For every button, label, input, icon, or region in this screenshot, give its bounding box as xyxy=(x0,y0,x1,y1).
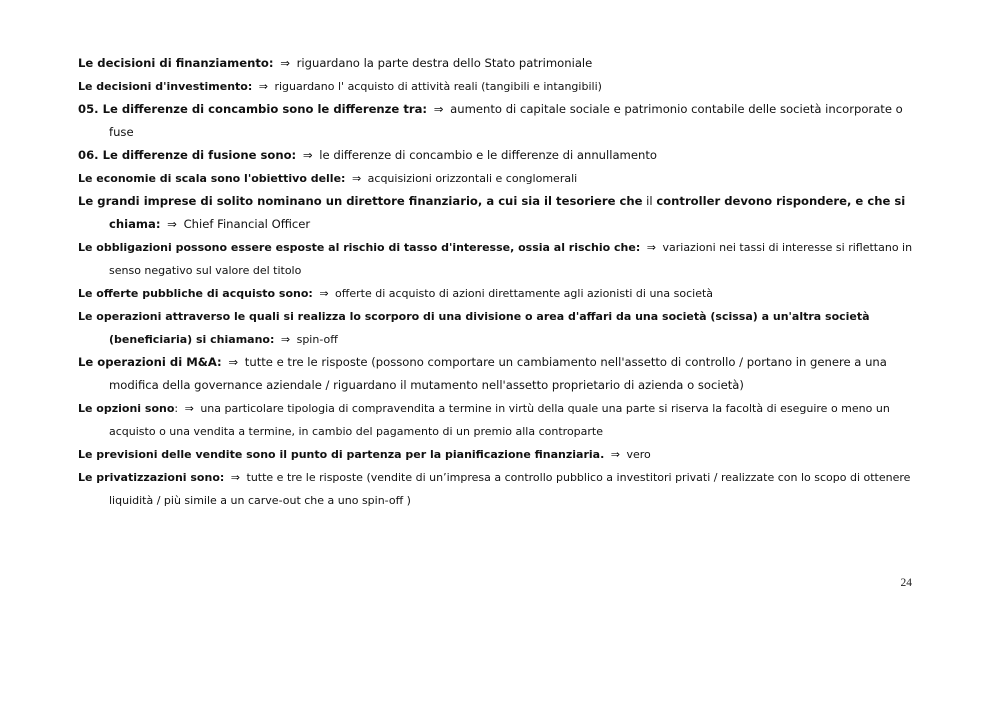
qa-entry-operazioni-scorporo xyxy=(78,305,918,351)
entry-question: Le previsioni delle vendite sono il punto di partenza per la pianificazione finanziaria. xyxy=(78,448,605,461)
entry-question-colon: : xyxy=(174,402,179,415)
entry-question: Le opzioni sono xyxy=(78,402,175,415)
entry-question: Le offerte pubbliche di acquisto sono: xyxy=(78,287,313,300)
qa-entry-previsioni-vendite xyxy=(78,443,918,466)
entry-question-connector: il xyxy=(642,194,657,208)
qa-entry-obbligazioni xyxy=(78,236,918,282)
qa-entry-decisioni-finanziamento xyxy=(78,52,918,75)
qa-entry-offerte-pubbliche xyxy=(78,282,918,305)
entry-question: Le operazioni di M&A: xyxy=(78,355,222,369)
implies-arrow-icon: ⇒ xyxy=(433,102,444,116)
entry-answer: una particolare tipologia di compravendita a termine in virtù della quale una parte si riserva la facoltà di eseguire o meno un acquisto o una vendita a termine, in cambio del pagamento di un premio alla controparte xyxy=(109,402,890,438)
implies-arrow-icon: ⇒ xyxy=(319,287,329,300)
qa-entry-differenze-fusione xyxy=(78,144,918,167)
entry-answer: riguardano la parte destra dello Stato patrimoniale xyxy=(296,56,593,70)
entry-answer: tutte e tre le risposte (vendite di un’impresa a controllo pubblico a investitori privati / realizzate con lo scopo di ottenere liquidità / più simile a un carve-out che a uno spin-off ) xyxy=(109,471,911,507)
implies-arrow-icon: ⇒ xyxy=(184,402,194,415)
entry-question: Le decisioni d'investimento: xyxy=(78,80,253,93)
entry-answer: acquisizioni orizzontali e conglomerali xyxy=(367,172,578,185)
implies-arrow-icon: ⇒ xyxy=(351,172,362,185)
entry-answer: vero xyxy=(626,448,651,461)
implies-arrow-icon: ⇒ xyxy=(230,471,240,484)
entry-question: Le decisioni di finanziamento: xyxy=(78,56,274,70)
entry-answer: spin-off xyxy=(296,333,338,346)
entry-question: 06. Le differenze di fusione sono: xyxy=(78,148,297,162)
entry-answer: variazioni nei tassi di interesse si riflettano in senso negativo sul valore del titolo xyxy=(109,241,913,277)
entry-question: 05. Le differenze di concambio sono le differenze tra: xyxy=(78,102,428,116)
implies-arrow-icon: ⇒ xyxy=(646,241,656,254)
entry-answer: offerte di acquisto di azioni direttamente agli azionisti di una società xyxy=(335,287,714,300)
qa-list xyxy=(78,52,918,512)
entry-question: Le grandi imprese di solito nominano un direttore finanziario, a cui sia il tesoriere che xyxy=(78,194,643,208)
entry-question-continued: controller devono rispondere, e che si chiama: xyxy=(109,194,906,231)
qa-entry-opzioni xyxy=(78,397,918,443)
entry-question: Le economie di scala sono l'obiettivo delle: xyxy=(78,172,346,185)
implies-arrow-icon: ⇒ xyxy=(302,148,313,162)
implies-arrow-icon: ⇒ xyxy=(610,448,620,461)
entry-question: Le operazioni attraverso le quali si realizza lo scorporo di una divisione o area d'affari da una società (scissa) a un'altra società (beneficiaria) si chiamano: xyxy=(78,310,870,346)
entry-question: Le obbligazioni possono essere esposte al rischio di tasso d'interesse, ossia al rischio che: xyxy=(78,241,641,254)
entry-answer: le differenze di concambio e le differenze di annullamento xyxy=(319,148,657,162)
qa-entry-grandi-imprese xyxy=(78,190,918,236)
qa-entry-decisioni-investimento xyxy=(78,75,918,98)
qa-entry-differenze-concambio xyxy=(78,98,918,144)
entry-answer: aumento di capitale sociale e patrimonio contabile delle società incorporate o fuse xyxy=(109,102,903,139)
qa-entry-privatizzazioni xyxy=(78,466,918,512)
implies-arrow-icon: ⇒ xyxy=(280,56,290,70)
implies-arrow-icon: ⇒ xyxy=(280,333,291,346)
implies-arrow-icon: ⇒ xyxy=(228,355,239,369)
implies-arrow-icon: ⇒ xyxy=(258,80,268,93)
entry-answer: tutte e tre le risposte (possono comportare un cambiamento nell'assetto di controllo / portano in genere a una modifica della governance aziendale / riguardano il mutamento nell'assetto proprietario di azienda o società) xyxy=(109,355,887,392)
qa-entry-economie-scala xyxy=(78,167,918,190)
page-number: 24 xyxy=(900,577,912,589)
implies-arrow-icon: ⇒ xyxy=(167,217,177,231)
entry-answer: Chief Financial Officer xyxy=(183,217,311,231)
qa-entry-operazioni-ma xyxy=(78,351,918,397)
entry-answer: riguardano l' acquisto di attività reali (tangibili e intangibili) xyxy=(274,80,602,93)
entry-question: Le privatizzazioni sono: xyxy=(78,471,225,484)
